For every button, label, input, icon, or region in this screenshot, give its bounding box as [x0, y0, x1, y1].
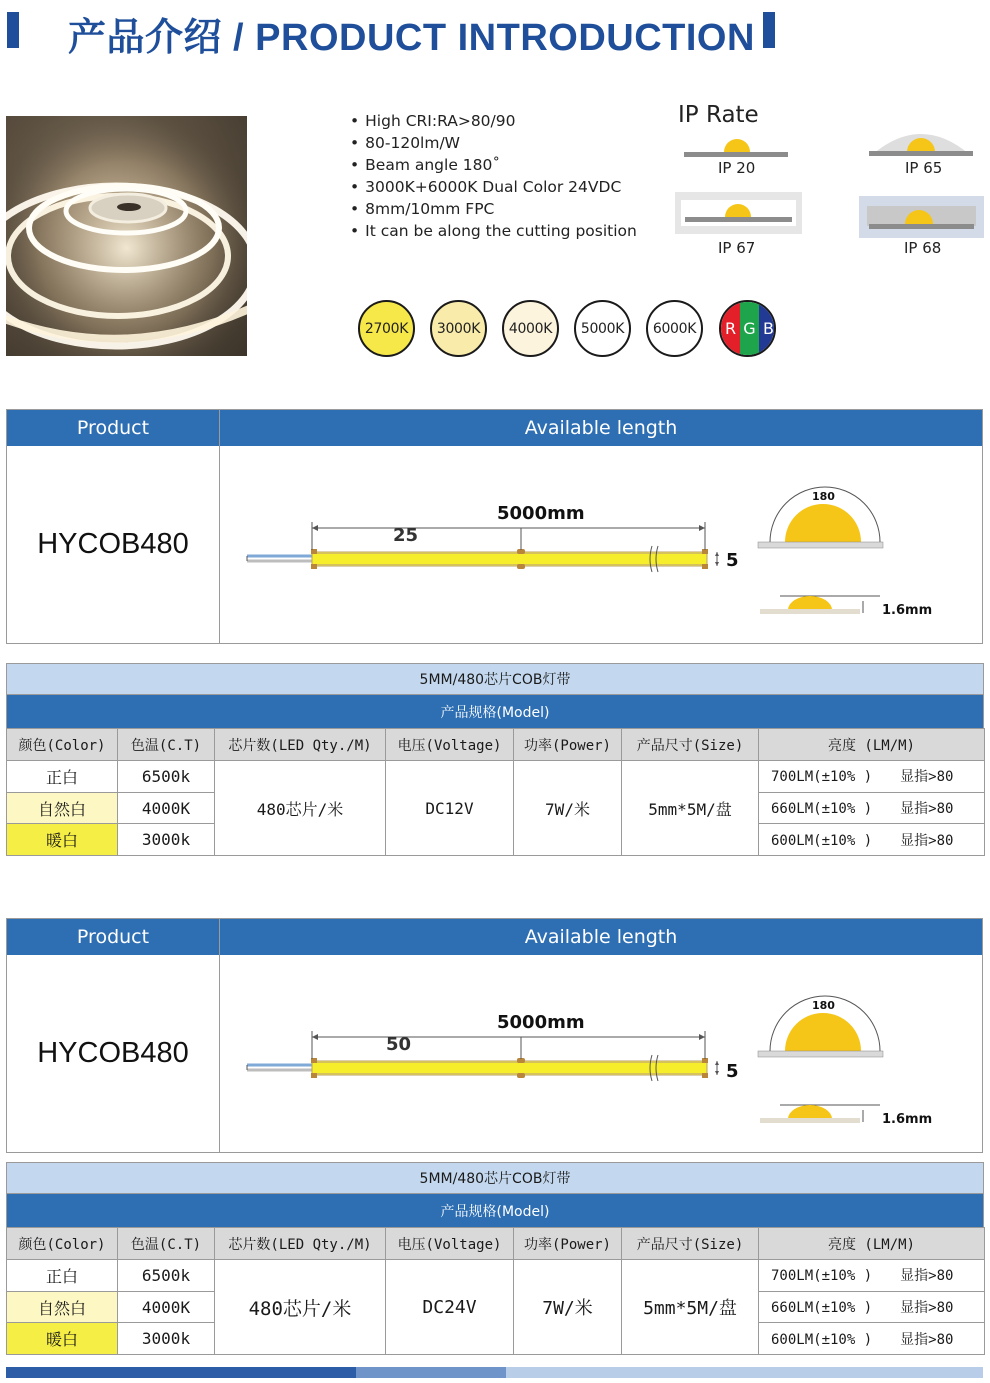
led-strip-reel-image	[6, 116, 247, 356]
beam-angle-label: 180	[812, 490, 835, 503]
page-title: 产品介绍 / PRODUCT INTRODUCTION	[68, 17, 755, 59]
feature-item: • 3000K+6000K Dual Color 24VDC	[350, 176, 637, 198]
beam-angle-label: 180	[812, 999, 835, 1012]
ip67-icon	[675, 192, 802, 234]
footer-bar	[6, 1367, 983, 1378]
cell-color: 暖白	[7, 1323, 118, 1355]
spec-table-1	[6, 663, 984, 856]
strip-dimension-diagram	[220, 446, 983, 643]
ip20-label: IP 20	[718, 159, 756, 177]
color-temp-5000k	[574, 300, 631, 357]
table-row	[7, 761, 985, 793]
col-header-qty: 芯片数(LED Qty./M)	[215, 729, 386, 761]
table-title: 5MM/480芯片COB灯带	[6, 663, 984, 695]
footer-segment-dark	[6, 1367, 356, 1378]
rgb-circle	[719, 300, 776, 357]
cell-lumen	[759, 792, 985, 824]
cri-value: 显指>80	[900, 801, 954, 818]
col-header-voltage: 电压(Voltage)	[386, 729, 514, 761]
feature-item: • It can be along the cutting position	[350, 220, 637, 242]
lumen-value: 660LM(±10% )	[771, 1300, 873, 1317]
spec-grid	[6, 1227, 985, 1355]
feature-item: • High CRI:RA>80/90	[350, 110, 637, 132]
cell-ct: 3000k	[118, 824, 215, 856]
color-temp-label: 6000K	[652, 320, 697, 337]
total-length-label: 5000mm	[497, 1012, 585, 1033]
cell-lumen	[759, 824, 985, 856]
strip-dimension-diagram	[220, 955, 983, 1152]
ip65-icon	[869, 126, 973, 158]
title-bar-left	[7, 12, 19, 48]
color-temp-label: 2700K	[364, 320, 409, 337]
table-model-title: 产品规格(Model)	[6, 695, 984, 728]
col-header-lumen: 亮度 (LM/M)	[759, 729, 985, 761]
rgb-green: G	[740, 302, 759, 355]
thickness-label: 1.6mm	[882, 1112, 933, 1127]
product-header: Product	[76, 926, 150, 948]
cell-lumen	[759, 761, 985, 793]
col-header-color: 颜色(Color)	[7, 1228, 118, 1260]
cell-voltage: DC12V	[386, 761, 514, 856]
cri-value: 显指>80	[900, 769, 954, 786]
color-temp-label: 4000K	[508, 320, 553, 337]
ip20-icon	[684, 132, 788, 158]
available-length-header: Available length	[524, 926, 678, 948]
color-temp-3000k	[430, 300, 487, 357]
col-header-power: 功率(Power)	[514, 729, 622, 761]
strip-width-label: 5	[726, 1061, 739, 1082]
cell-power: 7W/米	[514, 1260, 622, 1355]
total-length-label: 5000mm	[497, 503, 585, 524]
cell-qty: 480芯片/米	[215, 761, 386, 856]
wire-icon	[247, 556, 312, 561]
footer-segment-mid	[356, 1367, 506, 1378]
cell-color: 自然白	[7, 1291, 118, 1323]
table-title: 5MM/480芯片COB灯带	[6, 1162, 984, 1194]
cell-color: 自然白	[7, 792, 118, 824]
feature-item: • 8mm/10mm FPC	[350, 198, 637, 220]
ip-rate-title: IP Rate	[678, 102, 759, 128]
cri-value: 显指>80	[900, 1300, 954, 1317]
col-header-ct: 色温(C.T)	[118, 1228, 215, 1260]
feature-item: • 80-120lm/W	[350, 132, 637, 154]
col-header-power: 功率(Power)	[514, 1228, 622, 1260]
rgb-blue: B	[759, 302, 776, 355]
segment-length-label: 50	[386, 1034, 412, 1055]
ip68-label: IP 68	[904, 239, 942, 257]
spec-grid	[6, 728, 985, 856]
cell-ct: 3000k	[118, 1323, 215, 1355]
cell-voltage: DC24V	[386, 1260, 514, 1355]
cell-size: 5mm*5M/盘	[622, 761, 759, 856]
cell-power: 7W/米	[514, 761, 622, 856]
cell-ct: 6500k	[118, 1260, 215, 1292]
feature-list	[350, 110, 637, 242]
color-temp-2700k	[358, 300, 415, 357]
ip67-label: IP 67	[718, 239, 756, 257]
col-header-size: 产品尺寸(Size)	[622, 1228, 759, 1260]
lumen-value: 700LM(±10% )	[771, 1268, 873, 1285]
color-temp-4000k	[502, 300, 559, 357]
product-block-2	[6, 918, 983, 1153]
cell-color: 暖白	[7, 824, 118, 856]
col-header-qty: 芯片数(LED Qty./M)	[215, 1228, 386, 1260]
col-header-ct: 色温(C.T)	[118, 729, 215, 761]
lumen-value: 700LM(±10% )	[771, 769, 873, 786]
col-header-lumen: 亮度 (LM/M)	[759, 1228, 985, 1260]
col-header-voltage: 电压(Voltage)	[386, 1228, 514, 1260]
wire-icon	[247, 1065, 312, 1070]
cri-value: 显指>80	[900, 1331, 954, 1348]
cell-ct: 6500k	[118, 761, 215, 793]
thickness-label: 1.6mm	[882, 603, 933, 618]
product-block-1	[6, 409, 983, 644]
ip68-icon	[859, 196, 984, 238]
feature-item: • Beam angle 180˚	[350, 154, 637, 176]
title-bar-right	[763, 12, 775, 48]
thickness-icon	[760, 596, 880, 614]
product-header: Product	[76, 417, 150, 439]
footer-segment-light	[506, 1367, 983, 1378]
cell-qty: 480芯片/米	[215, 1260, 386, 1355]
color-temp-label: 3000K	[436, 320, 481, 337]
color-temp-6000k	[646, 300, 703, 357]
model-name: HYCOB480	[37, 528, 189, 560]
lumen-value: 600LM(±10% )	[771, 832, 873, 849]
cell-color: 正白	[7, 761, 118, 793]
col-header-size: 产品尺寸(Size)	[622, 729, 759, 761]
table-model-title: 产品规格(Model)	[6, 1194, 984, 1227]
cell-ct: 4000K	[118, 1291, 215, 1323]
available-length-header: Available length	[524, 417, 678, 439]
segment-length-label: 25	[393, 525, 419, 546]
cell-size: 5mm*5M/盘	[622, 1260, 759, 1355]
cell-ct: 4000K	[118, 792, 215, 824]
cell-lumen	[759, 1323, 985, 1355]
col-header-color: 颜色(Color)	[7, 729, 118, 761]
product-photo	[6, 116, 247, 356]
rgb-red: R	[721, 302, 740, 355]
spec-table-2	[6, 1162, 984, 1355]
lumen-value: 660LM(±10% )	[771, 801, 873, 818]
color-temp-label: 5000K	[580, 320, 625, 337]
cell-lumen	[759, 1291, 985, 1323]
cri-value: 显指>80	[900, 832, 954, 849]
model-name: HYCOB480	[37, 1037, 189, 1069]
ip65-label: IP 65	[905, 159, 943, 177]
cell-color: 正白	[7, 1260, 118, 1292]
cell-lumen	[759, 1260, 985, 1292]
strip-width-label: 5	[726, 550, 739, 571]
thickness-icon	[760, 1105, 880, 1123]
table-row	[7, 1260, 985, 1292]
lumen-value: 600LM(±10% )	[771, 1331, 873, 1348]
cri-value: 显指>80	[900, 1268, 954, 1285]
